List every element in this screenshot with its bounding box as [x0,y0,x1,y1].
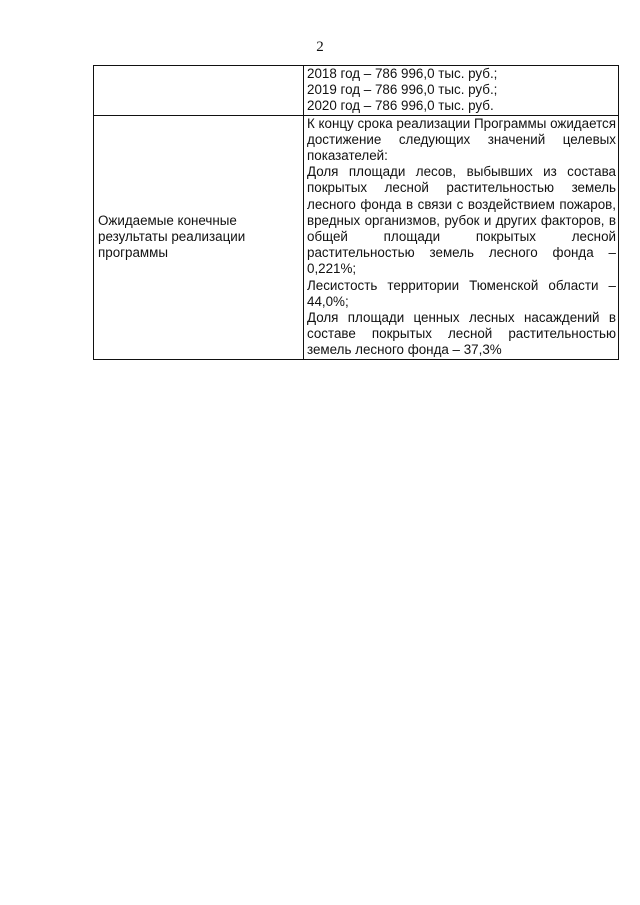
page-number: 2 [316,39,324,55]
results-indicator-forest-loss: Доля площади лесов, выбывших из состава покрытых лесной растительностью земель лесного фонда в связи с воздействием пожаров, вредных организмов, рубок и других факторов, в общей площади покрытых лесной растительностью земель лесного фонда – 0,221%; [307,164,616,277]
program-passport-table [93,65,619,360]
expected-results-label: Ожидаемые конечные результаты реализации программы [98,212,246,261]
funding-label-cell [94,66,304,116]
funding-values-cell [304,66,619,116]
expected-results-text-cell [304,115,619,359]
funding-line-2018: 2018 год – 786 996,0 тыс. руб.; [307,66,498,81]
expected-results-label-cell [94,115,304,359]
funding-line-2019: 2019 год – 786 996,0 тыс. руб.; [307,82,498,98]
results-intro-paragraph: К концу срока реализации Программы ожидается достижение следующих значений целевых показателей: [307,115,616,164]
funding-line-2020: 2020 год – 786 996,0 тыс. руб. [307,98,494,114]
results-indicator-forest-cover: Лесистость территории Тюменской области – 44,0%; [307,277,616,309]
table-row-funding [94,66,619,116]
results-indicator-valuable-stands: Доля площади ценных лесных насаждений в составе покрытых лесной растительностью земель лесного фонда – 37,3% [307,310,616,358]
table-row-expected-results [94,115,619,359]
